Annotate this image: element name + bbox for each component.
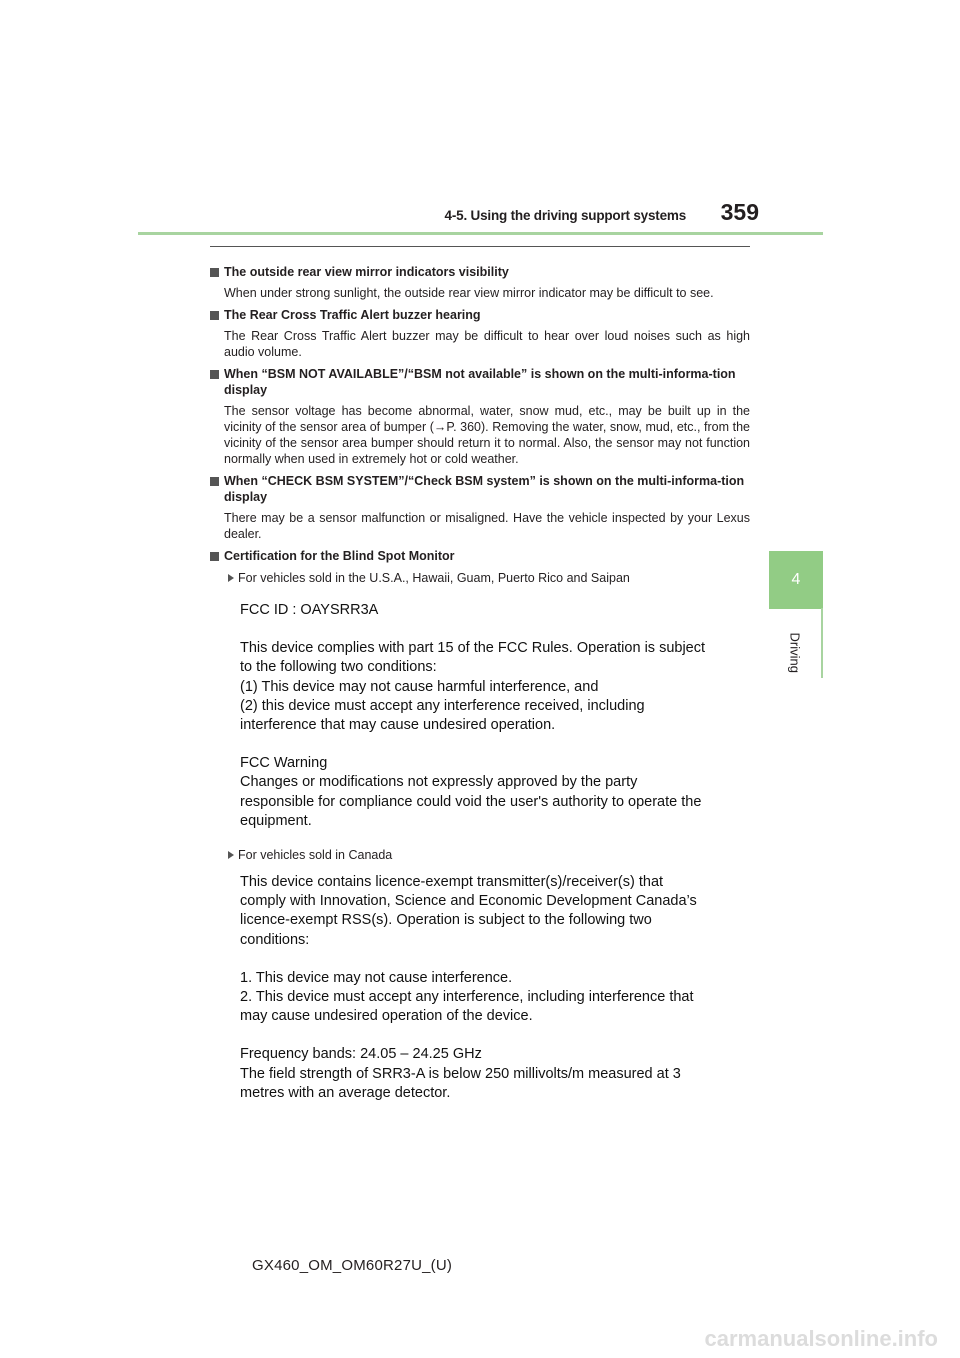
fcc-line: responsible for compliance could void the user's authority to operate the	[240, 793, 702, 810]
fcc-line: This device complies with part 15 of the FCC Rules. Operation is subject	[240, 640, 706, 657]
ic-line: The field strength of SRR3-A is below 250 millivolts/m measured at 3	[240, 1065, 681, 1082]
content-rule	[210, 246, 750, 247]
ic-line: comply with Innovation, Science and Economic Development Canada’s	[240, 893, 697, 910]
ic-line: This device contains licence-exempt transmitter(s)/receiver(s) that	[240, 874, 664, 890]
triangle-bullet-icon	[228, 851, 234, 859]
ic-line: 2. This device must accept any interference, including interference that	[240, 989, 694, 1006]
fcc-line: to the following two conditions:	[240, 659, 437, 676]
bullet-usa: For vehicles sold in the U.S.A., Hawaii, Guam, Puerto Rico and Saipan	[210, 570, 750, 586]
square-bullet-icon	[210, 552, 219, 561]
chapter-label: Driving	[787, 632, 803, 673]
ic-line: metres with an average detector.	[240, 1084, 451, 1101]
section-body: There may be a sensor malfunction or misaligned. Have the vehicle inspected by your Lexus dealer.	[224, 511, 750, 541]
fcc-line: FCC Warning	[240, 755, 328, 772]
section-heading: The Rear Cross Traffic Alert buzzer hearing	[210, 307, 750, 323]
ic-line: 1. This device may not cause interference.	[240, 969, 513, 986]
fcc-line: FCC ID : OAYSRR3A	[240, 602, 379, 618]
ic-line: conditions:	[240, 931, 310, 948]
page-number: 359	[720, 199, 759, 225]
fcc-line: (2) this device must accept any interference received, including	[240, 697, 645, 714]
section-heading: When “BSM NOT AVAILABLE”/“BSM not available” is shown on the multi-informa-tion display	[210, 366, 750, 398]
square-bullet-icon	[210, 370, 219, 379]
side-rule	[821, 608, 823, 678]
fcc-usa-notice	[240, 601, 760, 831]
section-heading: The outside rear view mirror indicators visibility	[210, 264, 750, 280]
section-body: The sensor voltage has become abnormal, water, snow mud, etc., may be built up in the vicinity of the sensor area of bumper (→P. 360). Removing the water, snow, mud, etc., from the vicinity of the sensor area bumper should return it to normal. Also, the sensor may not function normally when used in extremely hot or cold weather.	[224, 404, 750, 466]
section-body: When under strong sunlight, the outside rear view mirror indicator may be difficult to see.	[224, 286, 714, 300]
watermark: carmanualsonline.info	[704, 1326, 938, 1351]
fcc-line: interference that may cause undesired operation.	[240, 717, 556, 734]
square-bullet-icon	[210, 311, 219, 320]
triangle-bullet-icon	[228, 574, 234, 582]
ic-line: may cause undesired operation of the device.	[240, 1008, 533, 1025]
header-rule	[138, 232, 823, 235]
content-body	[210, 258, 750, 586]
header-section-title: 4-5. Using the driving support systems	[444, 208, 686, 223]
chapter-number: 4	[791, 571, 801, 588]
chapter-tab[interactable]	[769, 551, 823, 609]
fcc-line: equipment.	[240, 812, 312, 829]
section-heading: When “CHECK BSM SYSTEM”/“Check BSM system” is shown on the multi-informa-tion display	[210, 473, 750, 505]
square-bullet-icon	[210, 477, 219, 486]
ic-line: licence-exempt RSS(s). Operation is subject to the following two	[240, 912, 652, 929]
square-bullet-icon	[210, 268, 219, 277]
bullet-canada: For vehicles sold in Canada	[210, 847, 778, 863]
ic-line: Frequency bands: 24.05 – 24.25 GHz	[240, 1046, 482, 1063]
section-heading: Certification for the Blind Spot Monitor	[210, 548, 750, 564]
fcc-line: (1) This device may not cause harmful interference, and	[240, 678, 599, 695]
fcc-line: Changes or modifications not expressly approved by the party	[240, 774, 638, 791]
document-code: GX460_OM_OM60R27U_(U)	[252, 1257, 453, 1274]
section-body: The Rear Cross Traffic Alert buzzer may be difficult to hear over loud noises such as high audio volume.	[224, 329, 750, 359]
ic-canada-notice	[240, 873, 760, 1103]
